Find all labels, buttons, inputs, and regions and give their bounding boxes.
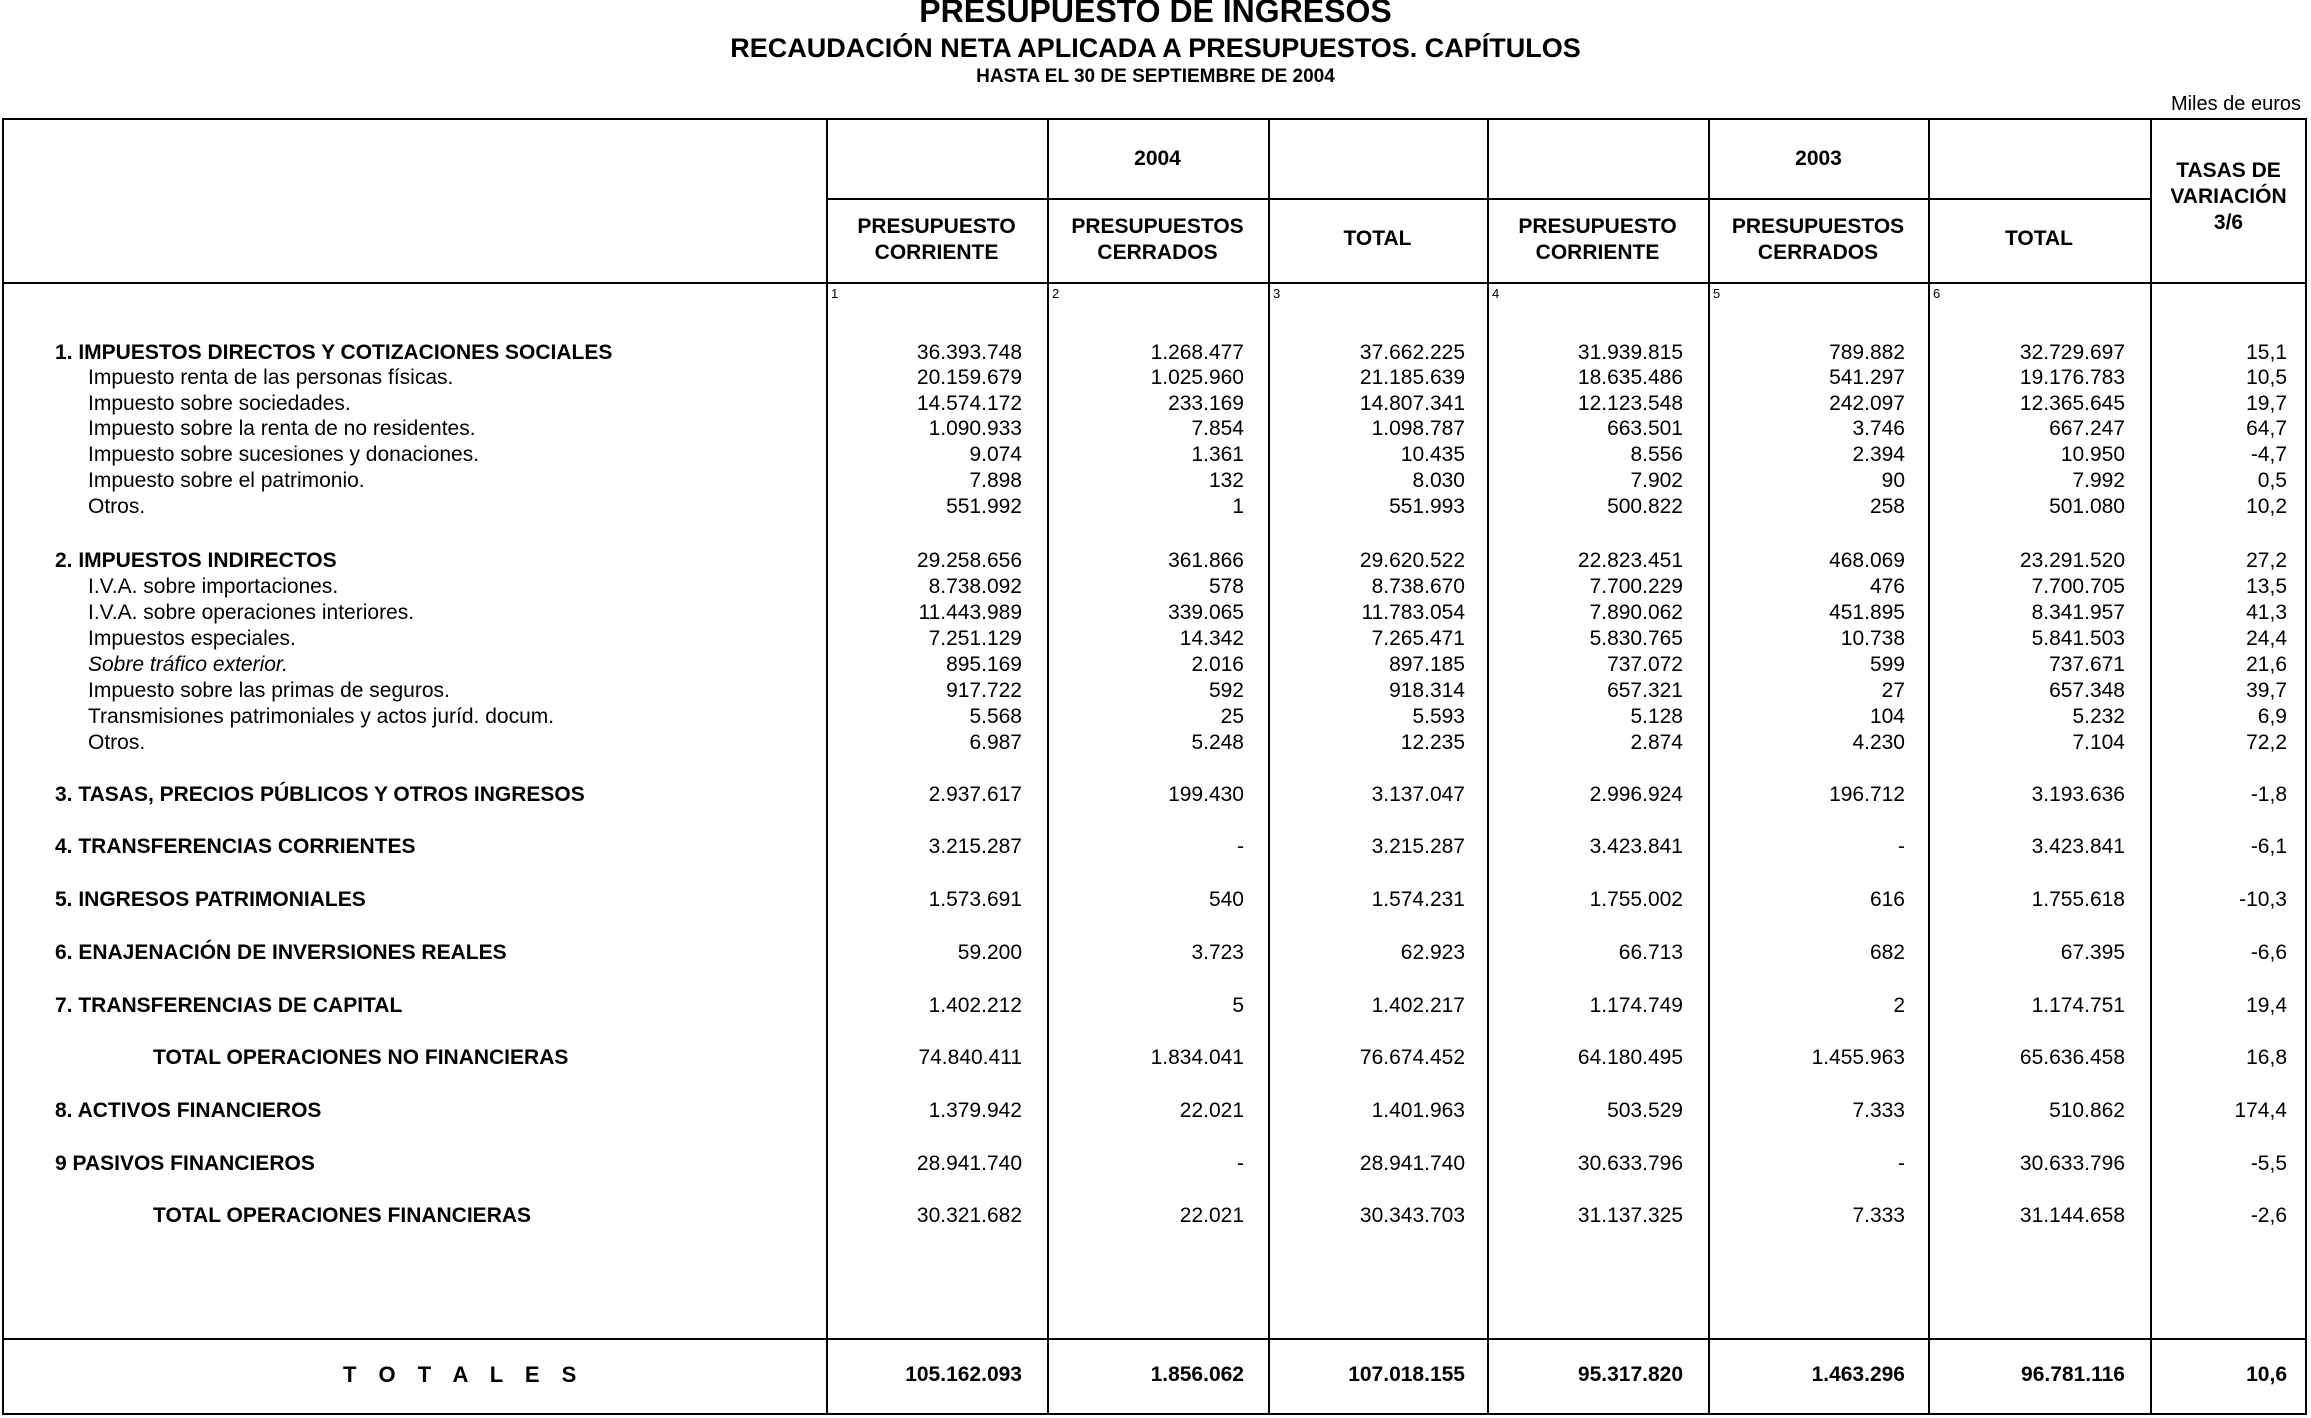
row-value: 62.923 [1400, 941, 1465, 964]
row-value: 737.072 [1607, 653, 1683, 676]
row-value: 199.430 [1168, 783, 1244, 806]
row-value: 7.265.471 [1371, 627, 1465, 650]
row-value: 7.898 [969, 469, 1022, 492]
row-value: 551.993 [1389, 495, 1465, 518]
column-header-line: CORRIENTE [874, 241, 999, 264]
column-header-line: TOTAL [1343, 227, 1412, 250]
totals-value: 96.781.116 [2021, 1363, 2125, 1386]
row-value: 1.573.691 [928, 888, 1022, 911]
row-value: 1.402.212 [928, 994, 1022, 1017]
row-value: 3.137.047 [1371, 783, 1465, 806]
column-divider [826, 118, 828, 1415]
row-value: 25 [1220, 705, 1244, 728]
column-header-line: PRESUPUESTOS [1071, 215, 1244, 238]
row-value: 7.890.062 [1589, 601, 1683, 624]
row-value: 7.902 [1630, 469, 1683, 492]
column-header-6 [1928, 226, 2150, 252]
row-value: 5.593 [1412, 705, 1465, 728]
row-value: -5,5 [2250, 1152, 2287, 1175]
row-value: 3.746 [1852, 417, 1905, 440]
column-header-line: PRESUPUESTO [1518, 215, 1677, 238]
year-2003-header: 2003 [1795, 147, 1842, 170]
row-value: 500.822 [1607, 495, 1683, 518]
row-value: - [1237, 835, 1244, 858]
column-header-line: CERRADOS [1757, 241, 1879, 264]
row-value: 10.950 [2060, 443, 2125, 466]
row-label: 1. IMPUESTOS DIRECTOS Y COTIZACIONES SOCIALES [55, 341, 613, 364]
row-value: 29.258.656 [916, 549, 1022, 572]
row-value: 895.169 [946, 653, 1022, 676]
row-value: 667.247 [2049, 417, 2125, 440]
column-divider [1047, 118, 1049, 1415]
row-value: 10.435 [1400, 443, 1465, 466]
rate-header-line: 3/6 [2213, 211, 2244, 234]
row-value: 3.193.636 [2031, 783, 2125, 806]
totals-value: 107.018.155 [1348, 1363, 1465, 1386]
row-label: 7. TRANSFERENCIAS DE CAPITAL [55, 994, 403, 1017]
row-value: 21,6 [2246, 653, 2287, 676]
units-label: Miles de euros [2170, 93, 2301, 115]
row-value: 65.636.458 [2019, 1046, 2125, 1069]
row-value: 64.180.495 [1577, 1046, 1683, 1069]
column-divider [1708, 118, 1710, 1415]
column-header-2 [1047, 214, 1268, 266]
row-value: 1.755.618 [2031, 888, 2125, 911]
row-value: 7.333 [1852, 1099, 1905, 1122]
row-value: 104 [1869, 705, 1905, 728]
row-value: 7.700.229 [1589, 575, 1683, 598]
row-label: I.V.A. sobre operaciones interiores. [88, 601, 415, 624]
row-value: 31.144.658 [2019, 1204, 2125, 1227]
row-value: -4,7 [2250, 443, 2287, 466]
column-number: 6 [1933, 286, 1941, 301]
row-value: 657.348 [2049, 679, 2125, 702]
row-value: 1.090.933 [928, 417, 1022, 440]
row-value: 10,5 [2246, 366, 2287, 389]
row-value: 501.080 [2049, 495, 2125, 518]
report-subtitle: RECAUDACIÓN NETA APLICADA A PRESUPUESTOS. CAPÍTULOS [730, 33, 1581, 63]
row-value: 541.297 [1829, 366, 1905, 389]
row-value: 361.866 [1168, 549, 1244, 572]
row-value: 29.620.522 [1359, 549, 1465, 572]
row-label: 5. INGRESOS PATRIMONIALES [55, 888, 366, 911]
row-value: 1.174.749 [1589, 994, 1683, 1017]
row-value: 6,9 [2257, 705, 2287, 728]
row-value: 468.069 [1829, 549, 1905, 572]
row-value: 22.021 [1179, 1099, 1244, 1122]
row-value: 10,2 [2246, 495, 2287, 518]
row-value: 1.098.787 [1371, 417, 1465, 440]
row-value: 174,4 [2234, 1099, 2287, 1122]
row-value: 917.722 [946, 679, 1022, 702]
row-label: 3. TASAS, PRECIOS PÚBLICOS Y OTROS INGRESOS [55, 783, 585, 806]
column-number: 2 [1052, 286, 1060, 301]
row-value: 8.341.957 [2031, 601, 2125, 624]
row-value: 476 [1869, 575, 1905, 598]
row-value: 67.395 [2060, 941, 2125, 964]
row-value: 11.443.989 [918, 601, 1022, 624]
totals-value: 95.317.820 [1577, 1363, 1683, 1386]
row-value: 233.169 [1168, 392, 1244, 415]
row-value: 7.104 [2072, 731, 2125, 754]
column-number: 1 [831, 286, 839, 301]
row-value: 27,2 [2246, 549, 2287, 572]
row-value: 7.333 [1852, 1204, 1905, 1227]
row-value: -1,8 [2250, 783, 2287, 806]
column-divider [1928, 118, 1930, 1415]
report-date-line: HASTA EL 30 DE SEPTIEMBRE DE 2004 [976, 66, 1335, 87]
row-value: 39,7 [2246, 679, 2287, 702]
row-value: 1.574.231 [1371, 888, 1465, 911]
column-header-line: CERRADOS [1097, 241, 1218, 264]
row-value: 31.939.815 [1577, 341, 1683, 364]
row-value: 10.738 [1840, 627, 1905, 650]
row-value: 3.723 [1191, 941, 1244, 964]
row-value: 37.662.225 [1359, 341, 1465, 364]
row-value: 2 [1893, 994, 1905, 1017]
row-value: 5.568 [969, 705, 1022, 728]
row-value: 1.834.041 [1150, 1046, 1244, 1069]
rate-header [2150, 158, 2307, 236]
column-number: 4 [1492, 286, 1500, 301]
row-value: 551.992 [946, 495, 1022, 518]
rate-header-line: VARIACIÓN [2170, 185, 2287, 208]
column-header-4 [1487, 214, 1708, 266]
row-value: 6.987 [969, 731, 1022, 754]
row-value: 2.016 [1191, 653, 1244, 676]
row-value: 4.230 [1852, 731, 1905, 754]
row-value: 1.025.960 [1150, 366, 1244, 389]
row-value: 2.996.924 [1589, 783, 1683, 806]
row-value: 64,7 [2246, 417, 2287, 440]
row-value: 22.021 [1179, 1204, 1244, 1227]
row-value: 32.729.697 [2019, 341, 2125, 364]
row-value: 503.529 [1607, 1099, 1683, 1122]
row-value: - [1237, 1152, 1244, 1175]
row-label: I.V.A. sobre importaciones. [88, 575, 339, 598]
row-value: -2,6 [2250, 1204, 2287, 1227]
row-value: 1.379.942 [928, 1099, 1022, 1122]
row-value: 5 [1232, 994, 1244, 1017]
row-label: Otros. [88, 495, 146, 518]
row-label: TOTAL OPERACIONES NO FINANCIERAS [153, 1046, 569, 1069]
row-value: 2.874 [1630, 731, 1683, 754]
row-value: 59.200 [957, 941, 1022, 964]
row-value: 196.712 [1829, 783, 1905, 806]
row-value: 19,4 [2246, 994, 2287, 1017]
column-header-1 [826, 214, 1047, 266]
row-value: 682 [1869, 941, 1905, 964]
row-value: 3.215.287 [928, 835, 1022, 858]
row-value: 5.128 [1630, 705, 1683, 728]
row-value: 897.185 [1389, 653, 1465, 676]
column-number: 3 [1273, 286, 1281, 301]
row-value: 12.235 [1400, 731, 1465, 754]
row-value: 8.030 [1412, 469, 1465, 492]
row-value: 132 [1208, 469, 1244, 492]
row-label: Impuestos especiales. [88, 627, 296, 650]
row-value: 3.423.841 [2031, 835, 2125, 858]
row-value: 0,5 [2257, 469, 2287, 492]
report-title: PRESUPUESTO DE INGRESOS [919, 0, 1392, 29]
row-value: 1.755.002 [1589, 888, 1683, 911]
row-value: 2.394 [1852, 443, 1905, 466]
row-value: 31.137.325 [1577, 1204, 1683, 1227]
row-value: 7.700.705 [2031, 575, 2125, 598]
row-label: Impuesto sobre sucesiones y donaciones. [88, 443, 480, 466]
column-header-5 [1708, 214, 1928, 266]
row-value: 13,5 [2246, 575, 2287, 598]
row-value: 918.314 [1389, 679, 1465, 702]
row-label: 9 PASIVOS FINANCIEROS [55, 1152, 315, 1175]
column-header-line: PRESUPUESTO [857, 215, 1016, 238]
row-value: 1.361 [1191, 443, 1244, 466]
totals-value: 105.162.093 [905, 1363, 1022, 1386]
row-value: 510.862 [2049, 1099, 2125, 1122]
row-value: 66.713 [1618, 941, 1683, 964]
column-header-line: CORRIENTE [1535, 241, 1660, 264]
column-number: 5 [1713, 286, 1721, 301]
row-label: Sobre tráfico exterior. [88, 653, 288, 676]
row-value: 36.393.748 [916, 341, 1022, 364]
row-value: 578 [1208, 575, 1244, 598]
row-label: Impuesto sobre sociedades. [88, 392, 351, 415]
row-value: 8.738.670 [1371, 575, 1465, 598]
header-bottom-rule [2, 282, 2307, 284]
row-value: 1.455.963 [1811, 1046, 1905, 1069]
year-2004-header: 2004 [1134, 147, 1181, 170]
row-label: Impuesto sobre la renta de no residentes. [88, 417, 476, 440]
row-value: 592 [1208, 679, 1244, 702]
row-value: 21.185.639 [1359, 366, 1465, 389]
row-value: 41,3 [2246, 601, 2287, 624]
row-value: 1.268.477 [1150, 341, 1244, 364]
row-value: 5.841.503 [2031, 627, 2125, 650]
row-value: 20.159.679 [916, 366, 1022, 389]
row-value: 339.065 [1168, 601, 1244, 624]
row-value: 3.215.287 [1371, 835, 1465, 858]
row-value: 74.840.411 [918, 1046, 1022, 1069]
row-value: 28.941.740 [1359, 1152, 1465, 1175]
row-value: -10,3 [2239, 888, 2287, 911]
row-value: 242.097 [1829, 392, 1905, 415]
row-value: 657.321 [1607, 679, 1683, 702]
row-value: 12.123.548 [1577, 392, 1683, 415]
row-value: 11.783.054 [1361, 601, 1465, 624]
row-value: 540 [1208, 888, 1244, 911]
totals-value: 1.463.296 [1811, 1363, 1905, 1386]
row-value: 8.556 [1630, 443, 1683, 466]
row-value: 22.823.451 [1577, 549, 1683, 572]
row-value: 9.074 [969, 443, 1022, 466]
row-value: 28.941.740 [916, 1152, 1022, 1175]
row-value: 5.830.765 [1589, 627, 1683, 650]
row-value: 19,7 [2246, 392, 2287, 415]
row-value: 7.251.129 [928, 627, 1022, 650]
row-value: 1 [1232, 495, 1244, 518]
column-divider [2150, 118, 2152, 1415]
rate-header-line: TASAS DE [2176, 159, 2281, 182]
row-value: 18.635.486 [1577, 366, 1683, 389]
row-value: 451.895 [1829, 601, 1905, 624]
row-label: 4. TRANSFERENCIAS CORRIENTES [55, 835, 416, 858]
totals-value: 10,6 [2246, 1363, 2287, 1386]
row-value: 72,2 [2246, 731, 2287, 754]
totals-label: T O T A L E S [343, 1362, 585, 1387]
row-value: 30.343.703 [1359, 1204, 1465, 1227]
row-value: 1.402.217 [1371, 994, 1465, 1017]
row-value: 12.365.645 [2019, 392, 2125, 415]
row-value: 258 [1869, 495, 1905, 518]
totals-value: 1.856.062 [1150, 1363, 1244, 1386]
row-value: 14.342 [1179, 627, 1244, 650]
row-value: 7.992 [2072, 469, 2125, 492]
row-value: 737.671 [2049, 653, 2125, 676]
row-value: -6,1 [2250, 835, 2287, 858]
row-value: 19.176.783 [2019, 366, 2125, 389]
column-header-3 [1268, 226, 1487, 252]
row-value: 789.882 [1829, 341, 1905, 364]
column-header-line: PRESUPUESTOS [1731, 215, 1905, 238]
row-value: 30.633.796 [1577, 1152, 1683, 1175]
row-value: 16,8 [2246, 1046, 2287, 1069]
row-value: 15,1 [2246, 341, 2287, 364]
row-label: 8. ACTIVOS FINANCIEROS [55, 1099, 322, 1122]
year-header-rule [826, 198, 2150, 200]
row-value: 27 [1881, 679, 1905, 702]
row-value: 7.854 [1191, 417, 1244, 440]
row-value: 8.738.092 [928, 575, 1022, 598]
row-label: Otros. [88, 731, 146, 754]
row-value: 616 [1869, 888, 1905, 911]
row-value: 90 [1881, 469, 1905, 492]
row-value: 5.248 [1191, 731, 1244, 754]
row-value: 14.574.172 [916, 392, 1022, 415]
totals-rule [2, 1338, 2307, 1340]
row-value: 76.674.452 [1359, 1046, 1465, 1069]
row-label: TOTAL OPERACIONES FINANCIERAS [153, 1204, 532, 1227]
row-value: 23.291.520 [2019, 549, 2125, 572]
row-label: 6. ENAJENACIÓN DE INVERSIONES REALES [55, 941, 507, 964]
row-value: - [1898, 835, 1905, 858]
row-value: 24,4 [2246, 627, 2287, 650]
row-value: - [1898, 1152, 1905, 1175]
row-label: Transmisiones patrimoniales y actos juríd. docum. [88, 705, 555, 728]
row-label: Impuesto renta de las personas físicas. [88, 366, 454, 389]
row-label: Impuesto sobre el patrimonio. [88, 469, 365, 492]
column-divider [1268, 118, 1270, 1415]
row-value: 5.232 [2072, 705, 2125, 728]
row-label: Impuesto sobre las primas de seguros. [88, 679, 450, 702]
row-value: -6,6 [2250, 941, 2287, 964]
row-label: 2. IMPUESTOS INDIRECTOS [55, 549, 337, 572]
row-value: 599 [1869, 653, 1905, 676]
row-value: 30.321.682 [916, 1204, 1022, 1227]
row-value: 1.174.751 [2031, 994, 2125, 1017]
row-value: 2.937.617 [928, 783, 1022, 806]
column-divider [1487, 118, 1489, 1415]
row-value: 1.401.963 [1371, 1099, 1465, 1122]
row-value: 3.423.841 [1589, 835, 1683, 858]
row-value: 14.807.341 [1359, 392, 1465, 415]
row-value: 663.501 [1607, 417, 1683, 440]
column-header-line: TOTAL [2004, 227, 2074, 250]
row-value: 30.633.796 [2019, 1152, 2125, 1175]
